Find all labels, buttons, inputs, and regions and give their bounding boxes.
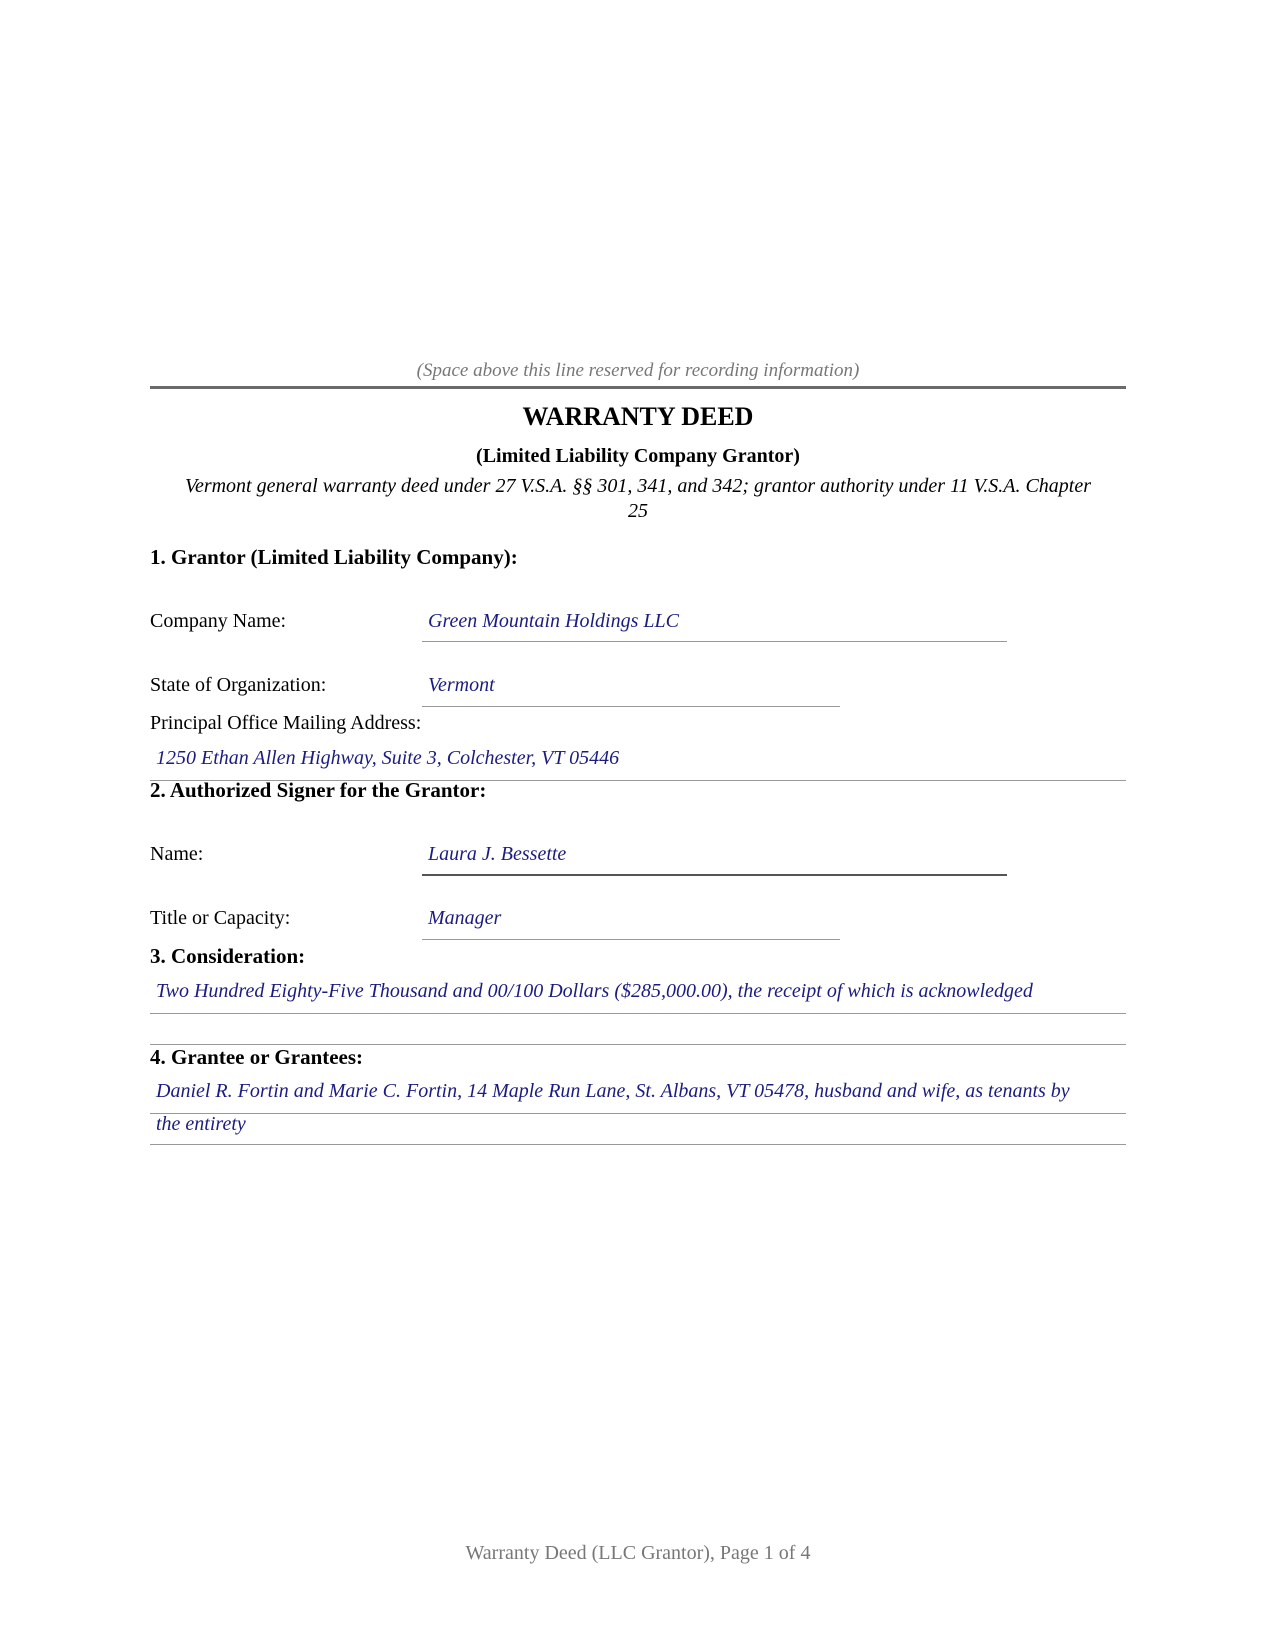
grantee-field-line-2[interactable]: the entirety <box>156 1113 246 1135</box>
principal-office-address-label: Principal Office Mailing Address: <box>150 712 422 734</box>
signer-title-underline <box>422 939 840 940</box>
principal-office-address-field[interactable]: 1250 Ethan Allen Highway, Suite 3, Colchester, VT 05446 <box>156 747 620 769</box>
signer-title-label: Title or Capacity: <box>150 907 291 929</box>
company-name-field[interactable]: Green Mountain Holdings LLC <box>428 610 679 632</box>
grantee-underline-1 <box>150 1113 1126 1114</box>
statute-line-1: Vermont general warranty deed under 27 V.S.A. §§ 301, 341, and 342; grantor authority under 11 V.S.A. Chapter <box>184 475 1092 497</box>
grantee-underline-2 <box>150 1144 1126 1145</box>
document-title: WARRANTY DEED <box>522 402 754 431</box>
state-of-organization-field[interactable]: Vermont <box>428 674 495 696</box>
document-subtitle: (Limited Liability Company Grantor) <box>476 445 800 467</box>
company-name-label: Company Name: <box>150 610 287 632</box>
grantee-field-line-1[interactable]: Daniel R. Fortin and Marie C. Fortin, 14 Maple Run Lane, St. Albans, VT 05478, husband and wife, as tenants by <box>156 1080 1070 1102</box>
consideration-section-heading: 3. Consideration: <box>150 944 306 968</box>
state-of-organization-label: State of Organization: <box>150 674 327 696</box>
page-footer: Warranty Deed (LLC Grantor), Page 1 of 4 <box>465 1542 811 1564</box>
signer-name-field[interactable]: Laura J. Bessette <box>428 843 567 865</box>
recording-divider <box>150 386 1126 389</box>
grantor-section-heading: 1. Grantor (Limited Liability Company): <box>150 545 518 569</box>
statute-line-2: 25 <box>628 500 648 522</box>
recording-space-note: (Space above this line reserved for recording information) <box>416 360 860 381</box>
consideration-underline <box>150 1013 1126 1014</box>
state-of-organization-underline <box>422 706 840 707</box>
signer-name-label: Name: <box>150 843 204 865</box>
grantee-section-heading: 4. Grantee or Grantees: <box>150 1045 364 1069</box>
company-name-underline <box>422 641 1007 642</box>
statute-reference <box>150 474 1126 524</box>
signer-section-heading: 2. Authorized Signer for the Grantor: <box>150 778 487 802</box>
signer-title-field[interactable]: Manager <box>428 907 502 929</box>
signer-name-underline <box>422 874 1007 876</box>
consideration-field[interactable]: Two Hundred Eighty-Five Thousand and 00/100 Dollars ($285,000.00), the receipt of which is acknowledged <box>156 980 1033 1002</box>
